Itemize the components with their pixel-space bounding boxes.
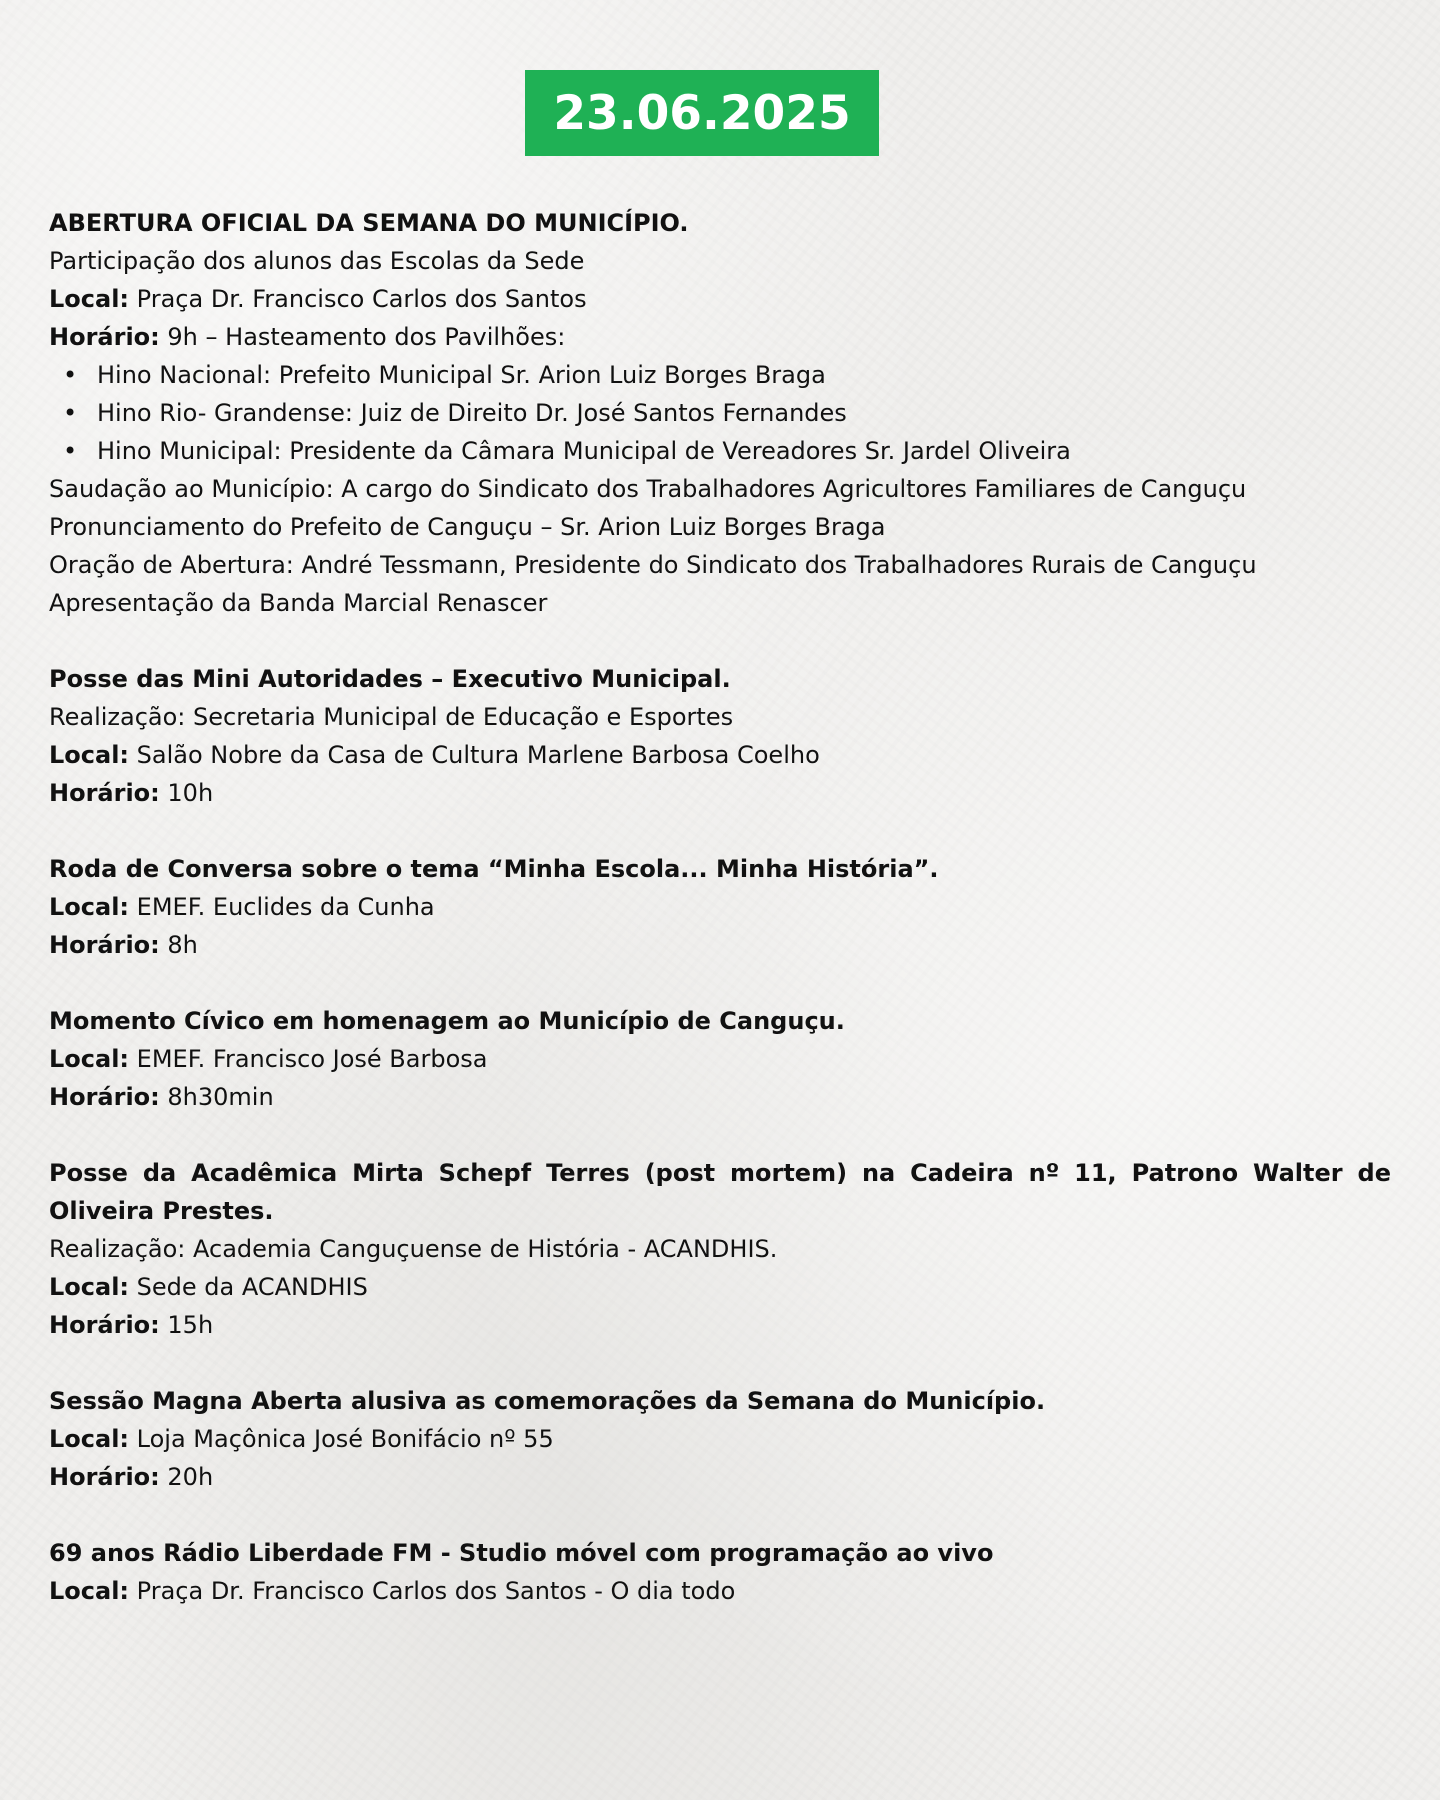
event-horario-value: 15h <box>167 1311 214 1339</box>
event-local-line <box>49 1040 1391 1078</box>
event-roda-conversa <box>49 850 1391 964</box>
event-sessao-magna <box>49 1382 1391 1496</box>
local-label: Local: <box>49 1045 130 1073</box>
event-local-value: Praça Dr. Francisco Carlos dos Santos <box>136 285 587 313</box>
event-title: ABERTURA OFICIAL DA SEMANA DO MUNICÍPIO. <box>49 209 689 237</box>
list-item-text: Hino Municipal: Presidente da Câmara Municipal de Vereadores Sr. Jardel Oliveira <box>97 437 1071 465</box>
local-label: Local: <box>49 285 130 313</box>
list-item <box>49 432 1391 470</box>
local-label: Local: <box>49 1425 130 1453</box>
event-local-value: EMEF. Euclides da Cunha <box>136 893 435 921</box>
bullet-icon: • <box>63 361 78 389</box>
event-realizacao: Realização: Academia Canguçuense de História - ACANDHIS. <box>49 1235 778 1263</box>
event-horario-value: 10h <box>167 779 214 807</box>
event-apresentacao: Apresentação da Banda Marcial Renascer <box>49 589 548 617</box>
event-momento-civico <box>49 1002 1391 1116</box>
event-title: Momento Cívico em homenagem ao Município de Canguçu. <box>49 1007 845 1035</box>
list-item <box>49 356 1391 394</box>
event-horario-line <box>49 1306 1391 1344</box>
horario-label: Horário: <box>49 1463 160 1491</box>
event-local-line <box>49 1420 1391 1458</box>
event-opening <box>49 204 1391 622</box>
list-item-text: Hino Nacional: Prefeito Municipal Sr. Arion Luiz Borges Braga <box>97 361 826 389</box>
event-realizacao: Realização: Secretaria Municipal de Educação e Esportes <box>49 703 734 731</box>
event-local-value: Sede da ACANDHIS <box>136 1273 368 1301</box>
horario-label: Horário: <box>49 1311 160 1339</box>
horario-label: Horário: <box>49 1083 160 1111</box>
event-horario-value: 8h30min <box>167 1083 274 1111</box>
event-local-value: Salão Nobre da Casa de Cultura Marlene Barbosa Coelho <box>136 741 820 769</box>
event-horario-line <box>49 774 1391 812</box>
event-title: Roda de Conversa sobre o tema “Minha Escola... Minha História”. <box>49 855 939 883</box>
anthem-list <box>49 356 1391 470</box>
event-horario-line <box>49 1458 1391 1496</box>
bullet-icon: • <box>63 399 78 427</box>
event-horario-line <box>49 1078 1391 1116</box>
date-text: 23.06.2025 <box>553 85 851 141</box>
event-saudacao: Saudação ao Município: A cargo do Sindicato dos Trabalhadores Agricultores Familiares de Canguçu <box>49 475 1247 503</box>
event-local-line <box>49 1572 1391 1610</box>
event-local-line <box>49 280 1391 318</box>
list-item <box>49 394 1391 432</box>
event-title: 69 anos Rádio Liberdade FM - Studio móvel com programação ao vivo <box>49 1539 994 1567</box>
event-local-line <box>49 736 1391 774</box>
list-item-text: Hino Rio- Grandense: Juiz de Direito Dr. José Santos Fernandes <box>97 399 847 427</box>
horario-label: Horário: <box>49 931 160 959</box>
event-local-line <box>49 1268 1391 1306</box>
event-title: Sessão Magna Aberta alusiva as comemorações da Semana do Município. <box>49 1387 1046 1415</box>
event-horario-line <box>49 318 1391 356</box>
local-label: Local: <box>49 893 130 921</box>
event-horario-value: 8h <box>167 931 198 959</box>
horario-label: Horário: <box>49 323 160 351</box>
event-horario-line <box>49 926 1391 964</box>
local-label: Local: <box>49 1273 130 1301</box>
event-local-value: EMEF. Francisco José Barbosa <box>136 1045 488 1073</box>
local-label: Local: <box>49 1577 130 1605</box>
local-label: Local: <box>49 741 130 769</box>
event-radio-liberdade <box>49 1534 1391 1610</box>
bullet-icon: • <box>63 437 78 465</box>
date-badge <box>525 70 879 156</box>
horario-label: Horário: <box>49 779 160 807</box>
event-oracao: Oração de Abertura: André Tessmann, Presidente do Sindicato dos Trabalhadores Rurais de Canguçu <box>49 551 1257 579</box>
event-horario-value: 9h – Hasteamento dos Pavilhões: <box>167 323 566 351</box>
schedule-content <box>49 204 1391 1610</box>
event-local-line <box>49 888 1391 926</box>
event-title: Posse das Mini Autoridades – Executivo Municipal. <box>49 665 731 693</box>
event-pronunciamento: Pronunciamento do Prefeito de Canguçu – Sr. Arion Luiz Borges Braga <box>49 513 886 541</box>
event-participation: Participação dos alunos das Escolas da Sede <box>49 247 585 275</box>
event-posse-academica <box>49 1154 1391 1344</box>
event-mini-autoridades <box>49 660 1391 812</box>
event-local-value: Loja Maçônica José Bonifácio nº 55 <box>136 1425 554 1453</box>
event-local-value: Praça Dr. Francisco Carlos dos Santos - O dia todo <box>136 1577 736 1605</box>
event-horario-value: 20h <box>167 1463 214 1491</box>
event-title: Posse da Acadêmica Mirta Schepf Terres (post mortem) na Cadeira nº 11, Patrono Walter de Oliveira Prestes. <box>49 1159 1391 1225</box>
